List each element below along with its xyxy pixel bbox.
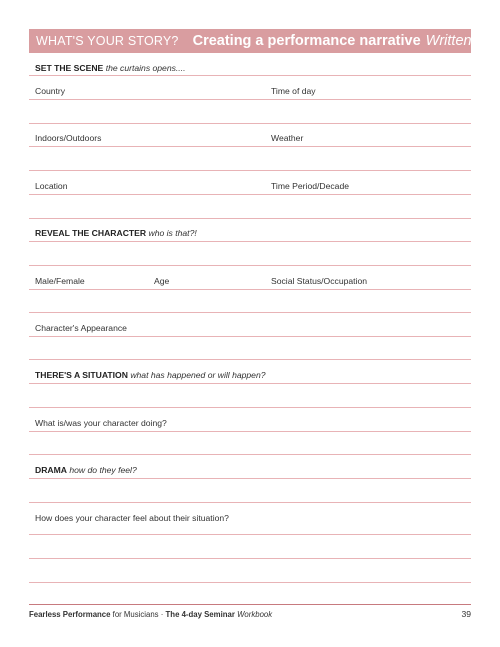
field-label-social-status: Social Status/Occupation [271,276,368,286]
banner-kicker: WHAT'S YOUR STORY? [36,34,179,48]
divider-line [29,383,471,384]
divider-line [29,478,471,479]
divider-line [29,75,471,76]
section-note: what has happened or will happen? [130,370,266,380]
field-label-appearance: Character's Appearance [35,323,127,333]
writing-line[interactable] [29,534,471,535]
field-label-feel: How does your character feel about their situation? [35,513,229,523]
banner-title: Creating a performance narrative [192,33,421,49]
section-title: REVEAL THE CHARACTER [35,228,147,238]
writing-line[interactable] [29,558,471,559]
field-label-time-period: Time Period/Decade [271,181,350,191]
section-title: SET THE SCENE [35,63,104,73]
field-label-age: Age [154,276,170,286]
writing-line[interactable] [29,194,471,195]
footer-seminar-workbook: Workbook [237,610,273,619]
field-label-gender: Male/Female [35,276,85,286]
section-heading-situation [35,370,266,380]
writing-line[interactable] [29,99,471,100]
writing-line[interactable] [29,218,471,219]
writing-line[interactable] [29,336,471,337]
writing-line[interactable] [29,502,471,503]
field-label-indoors-outdoors: Indoors/Outdoors [35,133,102,143]
footer-seminar-title: The 4-day Seminar [165,610,235,619]
page-number: 39 [461,609,471,619]
writing-line[interactable] [29,431,471,432]
page-banner [29,29,471,53]
footer-book-subtitle: for Musicians [112,610,159,619]
writing-line[interactable] [29,170,471,171]
writing-line[interactable] [29,146,471,147]
field-label-doing: What is/was your character doing? [35,418,167,428]
writing-line[interactable] [29,312,471,313]
section-title: DRAMA [35,465,67,475]
footer-separator: · [160,610,164,619]
footer-book-title: Fearless Performance [29,610,111,619]
writing-line[interactable] [29,289,471,290]
section-note: how do they feel? [69,465,137,475]
section-note: the curtains opens.... [105,63,186,73]
section-note: who is that?! [148,228,197,238]
field-label-location: Location [35,181,68,191]
section-heading-drama [35,465,137,475]
section-heading-character [35,228,197,238]
footer-rule [29,604,471,605]
banner-title-italic: Written [425,33,472,49]
writing-line[interactable] [29,582,471,583]
field-label-time-of-day: Time of day [271,86,316,96]
writing-line[interactable] [29,407,471,408]
writing-line[interactable] [29,123,471,124]
divider-line [29,241,471,242]
field-label-weather: Weather [271,133,304,143]
footer-text [29,610,272,619]
writing-line[interactable] [29,359,471,360]
section-heading-scene [35,63,185,73]
section-title: THERE'S A SITUATION [35,370,128,380]
writing-line[interactable] [29,265,471,266]
writing-line[interactable] [29,454,471,455]
field-label-country: Country [35,86,66,96]
